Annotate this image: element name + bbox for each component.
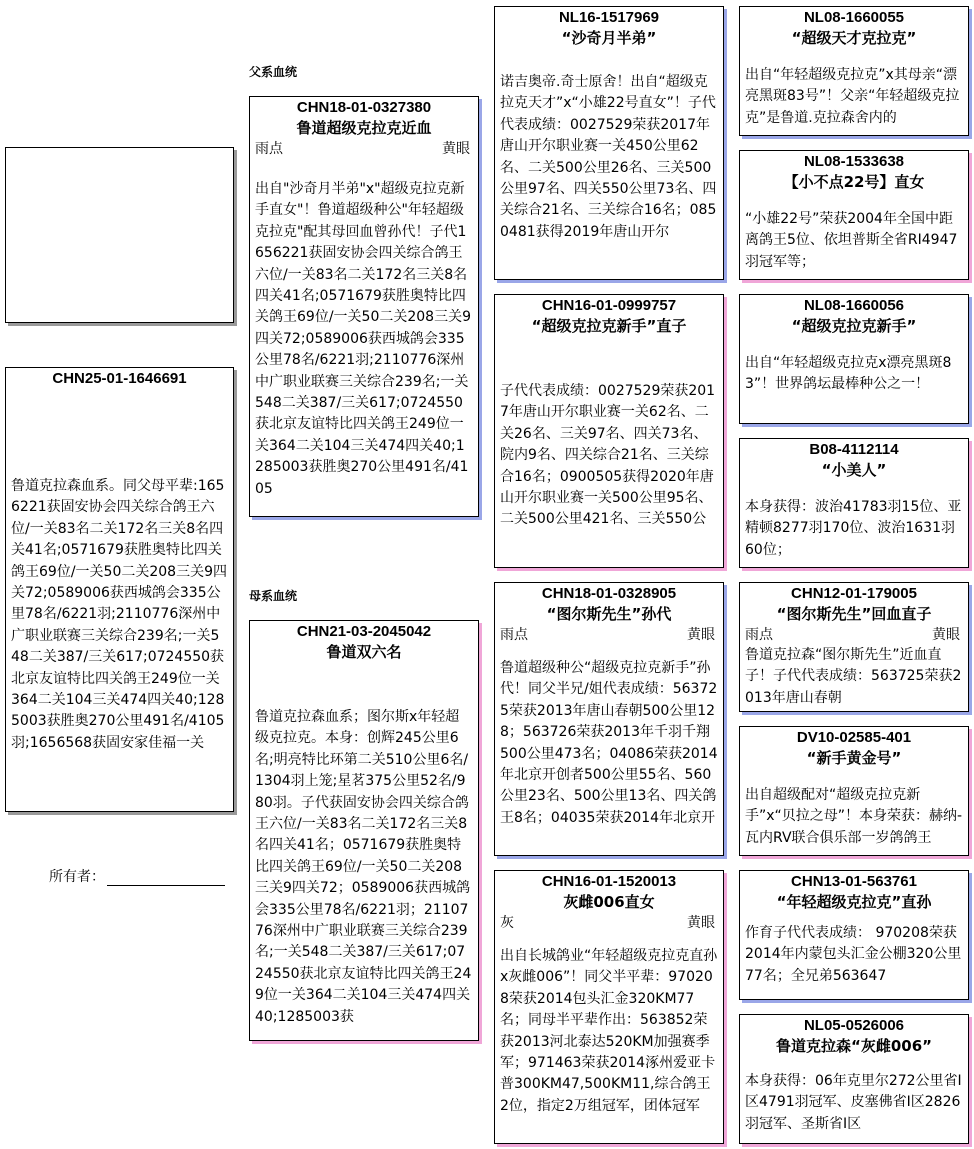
owner-label: 所有者： xyxy=(49,869,105,885)
sire-name: 鲁道超级克拉克近血 xyxy=(296,119,432,137)
dds-ring: CHN13-01-563761 xyxy=(791,873,917,890)
ss-name: “沙奇月半弟” xyxy=(561,29,657,47)
dds-card xyxy=(739,870,969,1000)
ddd-name: 鲁道克拉森“灰雌006” xyxy=(775,1037,933,1055)
dd-eye: 黄眼 xyxy=(687,915,715,931)
ds-eye: 黄眼 xyxy=(687,627,715,643)
sire-color: 雨点 xyxy=(255,141,283,157)
dam-sire-card xyxy=(494,582,724,856)
dds-name: “年轻超级克拉克”直孙 xyxy=(776,893,932,911)
sire-ring: CHN18-01-0327380 xyxy=(296,99,432,116)
dss-ring: CHN12-01-179005 xyxy=(791,585,917,602)
ddd-card xyxy=(739,1014,969,1144)
dss-eye: 黄眼 xyxy=(932,627,960,643)
dd-meta xyxy=(495,913,723,933)
sire-dam-card xyxy=(494,294,724,568)
subject-ring: CHN25-01-1646691 xyxy=(52,370,187,387)
sss-name: “超级天才克拉克” xyxy=(791,29,917,47)
sd-desc: 子代代表成绩：0027529荣获2017年唐山开尔职业赛一关62名、二关26名、三关97名、四关73名、院内9名、四关综合21名、三关综合16名；0900505获得2020年唐山开尔职业赛一关500公里95名、二关500公里421名、三关550公 xyxy=(500,383,716,528)
sss-ring: NL08-1660055 xyxy=(803,9,905,26)
pigeon-photo-frame xyxy=(5,147,234,323)
dsd-ring: DV10-02585-401 xyxy=(796,729,912,746)
owner-field xyxy=(49,866,225,886)
owner-line[interactable] xyxy=(107,869,225,886)
dam-desc: 鲁道克拉森血系；图尔斯x年轻超级克拉克。本身：创辉245公里6名;明亮特比环第二关510公里6名/1304羽上笼;星茗375公里52名/980羽。子代获固安协会四关综合鸽王六位/一关83名二关172名三关8名四关41名；0571679获胜奥特比四关鸽王69位/一关50二关208三关9四关72；0589006获西城鸽会335公里78名/6221羽；2110776深州中广职业联赛三关综合239名;一关548二关387/三关617;0724550获北京友谊特比四关鸽王249位一关364二关104三关474四关40;1285003获 xyxy=(255,709,472,1025)
sds-card xyxy=(739,294,969,424)
dss-name: “图尔斯先生”回血直子 xyxy=(776,605,932,623)
sss-desc: 出自“年轻超级克拉克”x其母亲“漂亮黑斑83号”！父亲“年轻超级克拉克”是鲁道.克拉森舍内的 xyxy=(745,67,960,126)
dds-desc: 作育子代代表成绩： 970208荣获2014年内蒙包头汇金公棚320公里77名；全兄弟563647 xyxy=(745,925,962,984)
ss-desc: 诺吉奥帝.奇士原舍！出自“超级克拉克天才”x“小雄22号直女”！子代代表成绩：0027529荣获2017年唐山开尔职业赛一关450公里62名、二关500公里26名、三关500公里97名、四关550公里73名、四关综合21名、三关综合16名；0850481获得2019年唐山开尔 xyxy=(500,74,717,240)
dsd-name: “新手黄金号” xyxy=(806,749,902,767)
dd-desc: 出自长城鸽业“年轻超级克拉克直孙x灰雌006”！同父半平辈：970208荣获2014包头汇金320KM77名；同母半平辈作出：563852荣获2013河北泰达520KM加强赛季军；971463荣获2014涿州爱亚卡普300KM47,500KM11,综合鸽王2位，指定2万组冠军，团体冠军 xyxy=(500,948,718,1114)
sd-ring: CHN16-01-0999757 xyxy=(541,297,677,314)
dd-ring: CHN16-01-1520013 xyxy=(541,873,677,890)
sds-name: “超级克拉克新手” xyxy=(791,317,917,335)
sire-section-label: 父系血统 xyxy=(249,65,298,79)
sire-card xyxy=(249,96,479,517)
dam-dam-card xyxy=(494,870,724,1144)
sdd-desc: 本身获得：波治41783羽15位、亚精顿8277羽170位、波治1631羽60位； xyxy=(745,499,962,558)
ddd-ring: NL05-0526006 xyxy=(803,1017,905,1034)
ds-ring: CHN18-01-0328905 xyxy=(541,585,677,602)
dsd-desc: 出自超级配对“超级克拉克新手”x“贝拉之母”！本身荣获：赫纳-瓦内RV联合俱乐部一岁鸽鸽王 xyxy=(745,787,963,846)
dam-section-label: 母系血统 xyxy=(249,589,298,603)
sdd-card xyxy=(739,438,969,568)
dam-card xyxy=(249,620,479,1041)
ddd-desc: 本身获得：06年克里尔272公里省I区4791羽冠军、皮塞佛省I区2826羽冠军、圣斯省I区 xyxy=(745,1073,962,1132)
dss-card xyxy=(739,582,969,712)
dd-color: 灰 xyxy=(500,915,514,931)
dss-meta xyxy=(740,625,968,645)
sds-desc: 出自“年轻超级克拉克x漂亮黑斑83”！世界鸽坛最棒种公之一！ xyxy=(745,355,952,393)
ssd-card xyxy=(739,150,969,280)
sd-name: “超级克拉克新手”直子 xyxy=(531,317,687,335)
sdd-ring: B08-4112114 xyxy=(809,441,899,458)
ds-desc: 鲁道超级种公“超级克拉克新手”孙代！同父半兄/姐代表成绩：563725荣获2013年唐山春朝500公里128；563726荣获2013年千羽千翔500公里473名；04086荣获2014年北京开创者500公里55名、560公里23名、500公里13名、四关鸽王8名；04035荣获2014年北京开 xyxy=(500,660,718,826)
ssd-desc: “小雄22号”荣获2004年全国中距离鸽王5位、依坦普斯全省RI4947羽冠军等； xyxy=(745,211,958,270)
ds-name: “图尔斯先生”孙代 xyxy=(546,605,672,623)
dam-name: 鲁道双六名 xyxy=(326,643,402,661)
dss-color: 雨点 xyxy=(745,627,773,643)
dd-name: 灰雌006直女 xyxy=(563,893,655,911)
sire-eye: 黄眼 xyxy=(442,141,470,157)
ds-meta xyxy=(495,625,723,645)
subject-card xyxy=(5,367,234,812)
sds-ring: NL08-1660056 xyxy=(803,297,905,314)
subject-desc: 鲁道克拉森血系。同父母平辈:1656221获固安协会四关综合鸽王六位/一关83名二关172名三关8名四关41名;0571679获胜奥特比四关鸽王69位/一关50二关208三关9四关72;0589006获西城鸽会335公里78名/6221羽;2110776深州中广职业联赛三关综合239名;一关548二关387/三关617;0724550获北京友谊特比四关鸽王249位一关364二关104三关474四关40;1285003获胜奥270公里491名/4105羽;1656568获固安家佳福一关 xyxy=(11,478,227,751)
dsd-card xyxy=(739,726,969,856)
sire-meta xyxy=(250,139,478,159)
ds-color: 雨点 xyxy=(500,627,528,643)
ss-ring: NL16-1517969 xyxy=(558,9,660,26)
dam-ring: CHN21-03-2045042 xyxy=(296,623,432,640)
ssd-name: 【小不点22号】直女 xyxy=(783,173,925,191)
sss-card xyxy=(739,6,969,136)
ssd-ring: NL08-1533638 xyxy=(803,153,905,170)
sire-desc: 出自"沙奇月半弟"x"超级克拉克新手直女"！鲁道超级种公"年轻超级克拉克"配其母回血曾孙代！子代1656221获固安协会四关综合鸽王六位/一关83名二关172名三关8名四关41名;0571679获胜奥特比四关鸽王69位/一关50二关208三关9四关72;0589006获西城鸽会335公里78名/6221羽;2110776深州中广职业联赛三关综合239名;一关548二关387/三关617;0724550获北京友谊特比四关鸽王249位一关364二关104三关474四关40;1285003获胜奥270公里491名/4105 xyxy=(255,181,471,497)
dss-desc: 鲁道克拉森“图尔斯先生”近血直子！子代代表成绩：563725荣获2013年唐山春朝 xyxy=(745,647,962,706)
sire-sire-card xyxy=(494,6,724,280)
sdd-name: “小美人” xyxy=(821,461,887,479)
